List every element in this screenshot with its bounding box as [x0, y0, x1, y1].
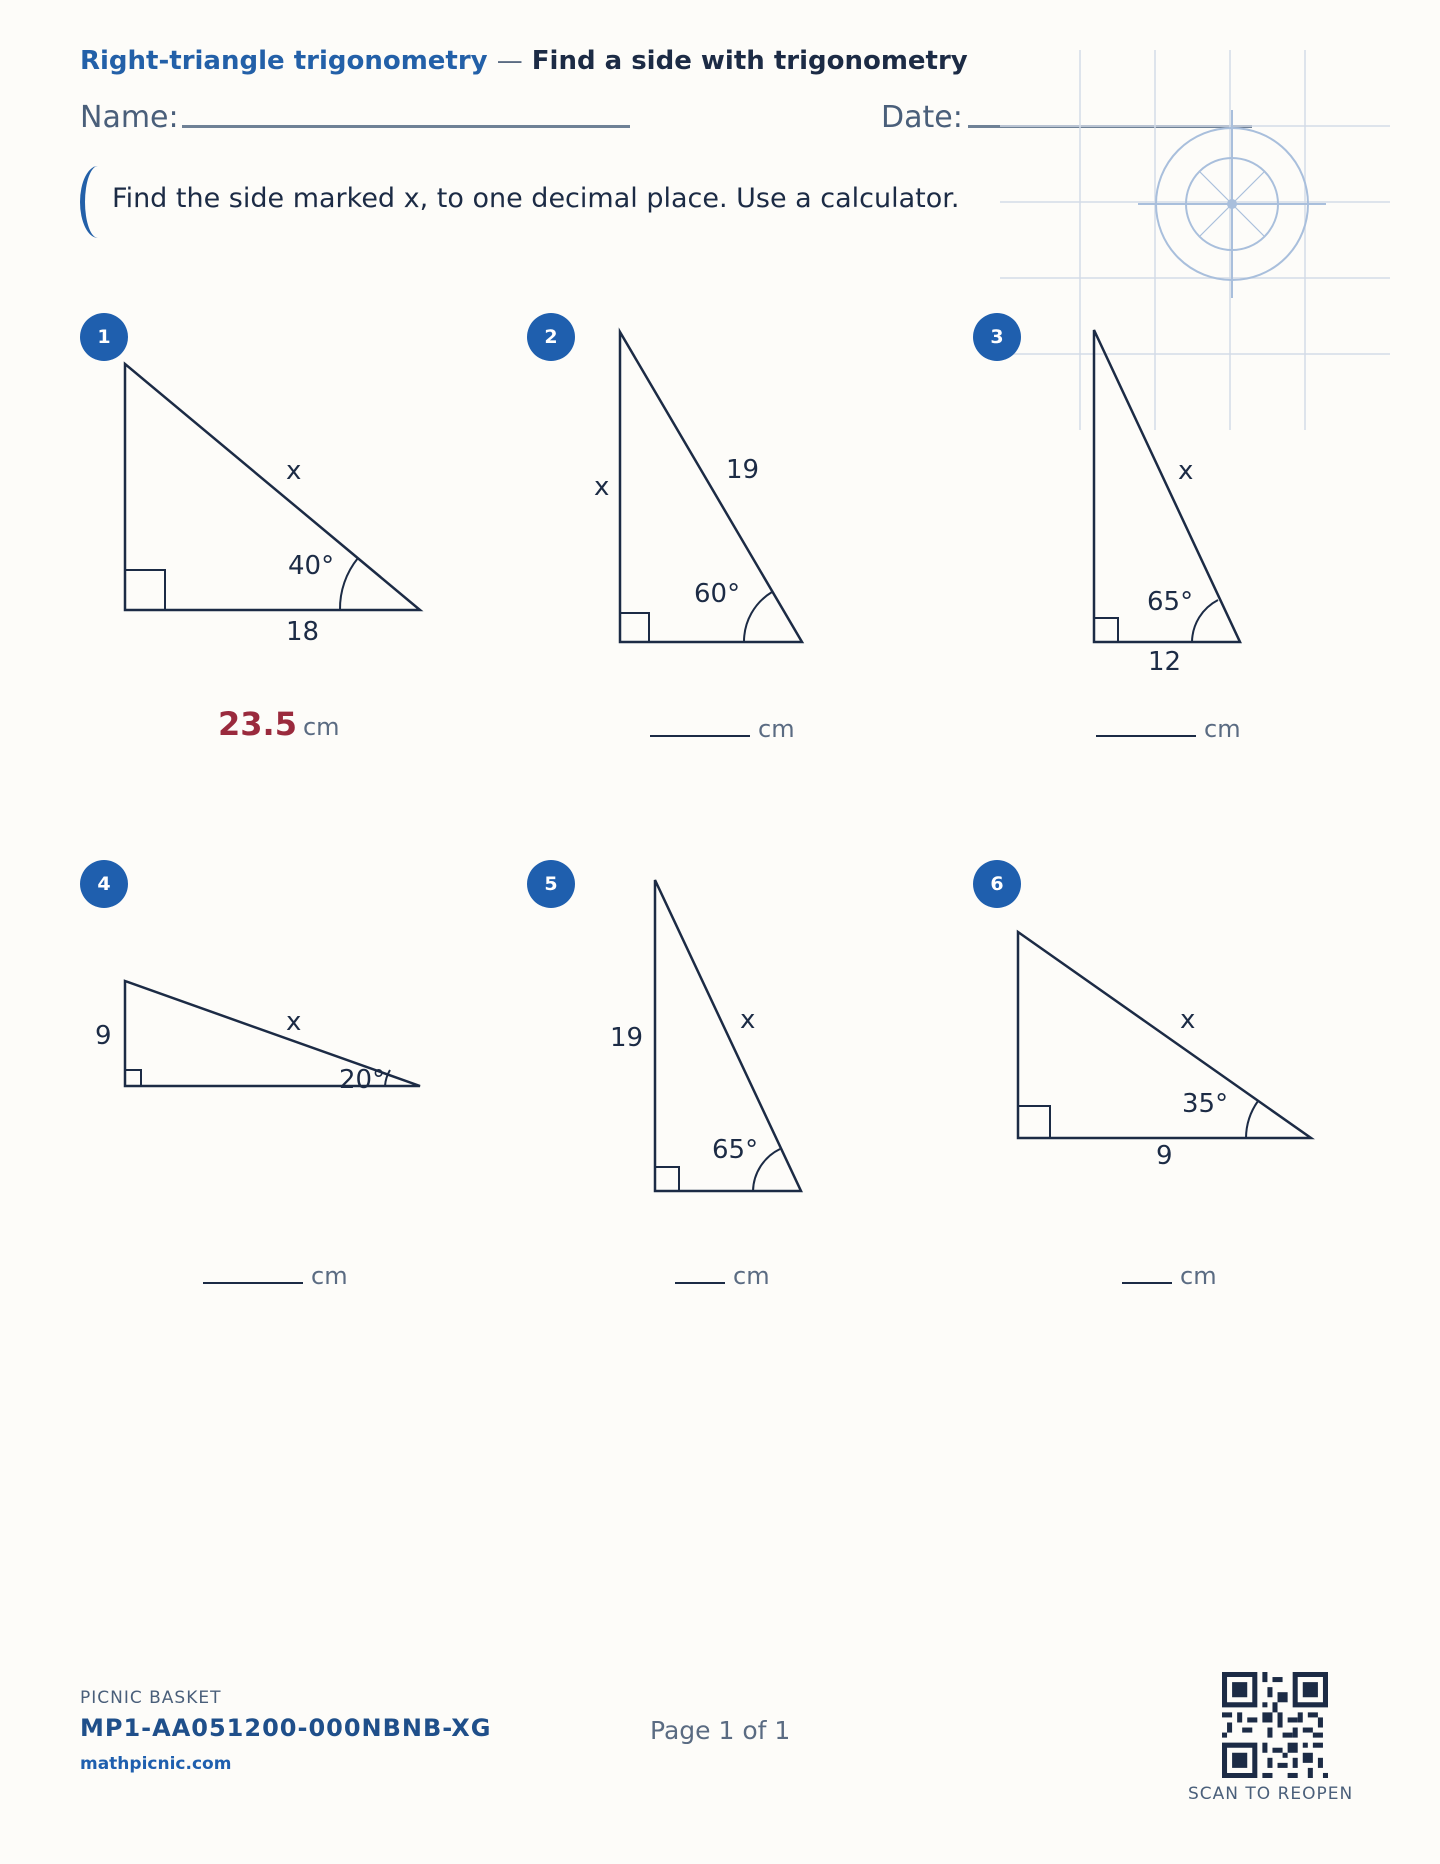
problem-4-badge: 4: [80, 860, 128, 908]
instructions-text: Find the side marked x, to one decimal place. Use a calculator.: [112, 183, 960, 214]
date-label: Date:: [881, 100, 963, 135]
name-line[interactable]: [182, 125, 630, 128]
problem-6-answer[interactable]: [1122, 1262, 1217, 1290]
footer-url[interactable]: mathpicnic.com: [80, 1754, 232, 1774]
problem-5-unit: cm: [733, 1262, 770, 1290]
problem-3-unit: cm: [1204, 715, 1241, 743]
problem-4-answer[interactable]: [203, 1262, 348, 1290]
problem-3-answer[interactable]: [1096, 715, 1241, 743]
problem-6-triangle: [1000, 910, 1340, 1180]
problem-6-given: 9: [1156, 1141, 1173, 1171]
problem-1-unit: cm: [302, 713, 340, 741]
problem-5-angle: 65°: [712, 1135, 759, 1165]
problem-3-unknown: x: [1178, 456, 1194, 486]
problem-4-triangle: [80, 960, 450, 1110]
problem-4-angle: 20°: [339, 1065, 386, 1095]
page-number: Page 1 of 1: [650, 1716, 791, 1745]
problem-4-unit: cm: [311, 1262, 348, 1290]
problem-5-answer[interactable]: [675, 1262, 770, 1290]
problem-2-given: 19: [726, 455, 760, 485]
worksheet-title: [80, 46, 968, 76]
problem-5-unknown: x: [740, 1005, 756, 1035]
problem-3-triangle: [1060, 320, 1280, 680]
problem-2-answer[interactable]: [650, 715, 795, 743]
problem-6-badge: 6: [973, 860, 1021, 908]
problem-4-unknown: x: [286, 1007, 302, 1037]
problem-2-unknown: x: [594, 472, 610, 502]
problem-3-given: 12: [1148, 647, 1182, 677]
problem-1-answer[interactable]: [218, 705, 340, 743]
problem-1-given: 18: [286, 617, 320, 647]
qr-code-icon[interactable]: [1222, 1672, 1328, 1778]
problem-1-triangle: [100, 350, 440, 650]
problem-6-unknown: x: [1180, 1005, 1196, 1035]
name-label: Name:: [80, 100, 179, 135]
problem-5-given: 19: [610, 1023, 644, 1053]
problem-5-triangle: [600, 870, 820, 1210]
problem-6-unit: cm: [1180, 1262, 1217, 1290]
instruction-bracket: [80, 166, 99, 238]
footer-brand: PICNIC BASKET: [80, 1688, 222, 1708]
problem-2-triangle: [580, 320, 820, 660]
problem-2-angle: 60°: [694, 579, 741, 609]
title-topic: Right-triangle trigonometry: [80, 46, 488, 76]
problem-1-unknown: x: [286, 456, 302, 486]
problem-2-badge: 2: [527, 313, 575, 361]
problem-1-answer-value: 23.5: [218, 705, 297, 743]
footer-code: MP1-AA051200-000NBNB-XG: [80, 1714, 492, 1742]
title-separator: —: [496, 46, 523, 76]
problem-6-angle: 35°: [1182, 1089, 1229, 1119]
problem-5-badge: 5: [527, 860, 575, 908]
problem-1-angle: 40°: [288, 551, 335, 581]
problem-4-given: 9: [95, 1021, 112, 1051]
title-subtitle: Find a side with trigonometry: [531, 46, 968, 76]
problem-1-badge: 1: [80, 313, 128, 361]
problem-3-angle: 65°: [1147, 587, 1194, 617]
scan-caption: SCAN TO REOPEN: [1188, 1784, 1354, 1804]
problem-3-badge: 3: [973, 313, 1021, 361]
problem-2-unit: cm: [758, 715, 795, 743]
